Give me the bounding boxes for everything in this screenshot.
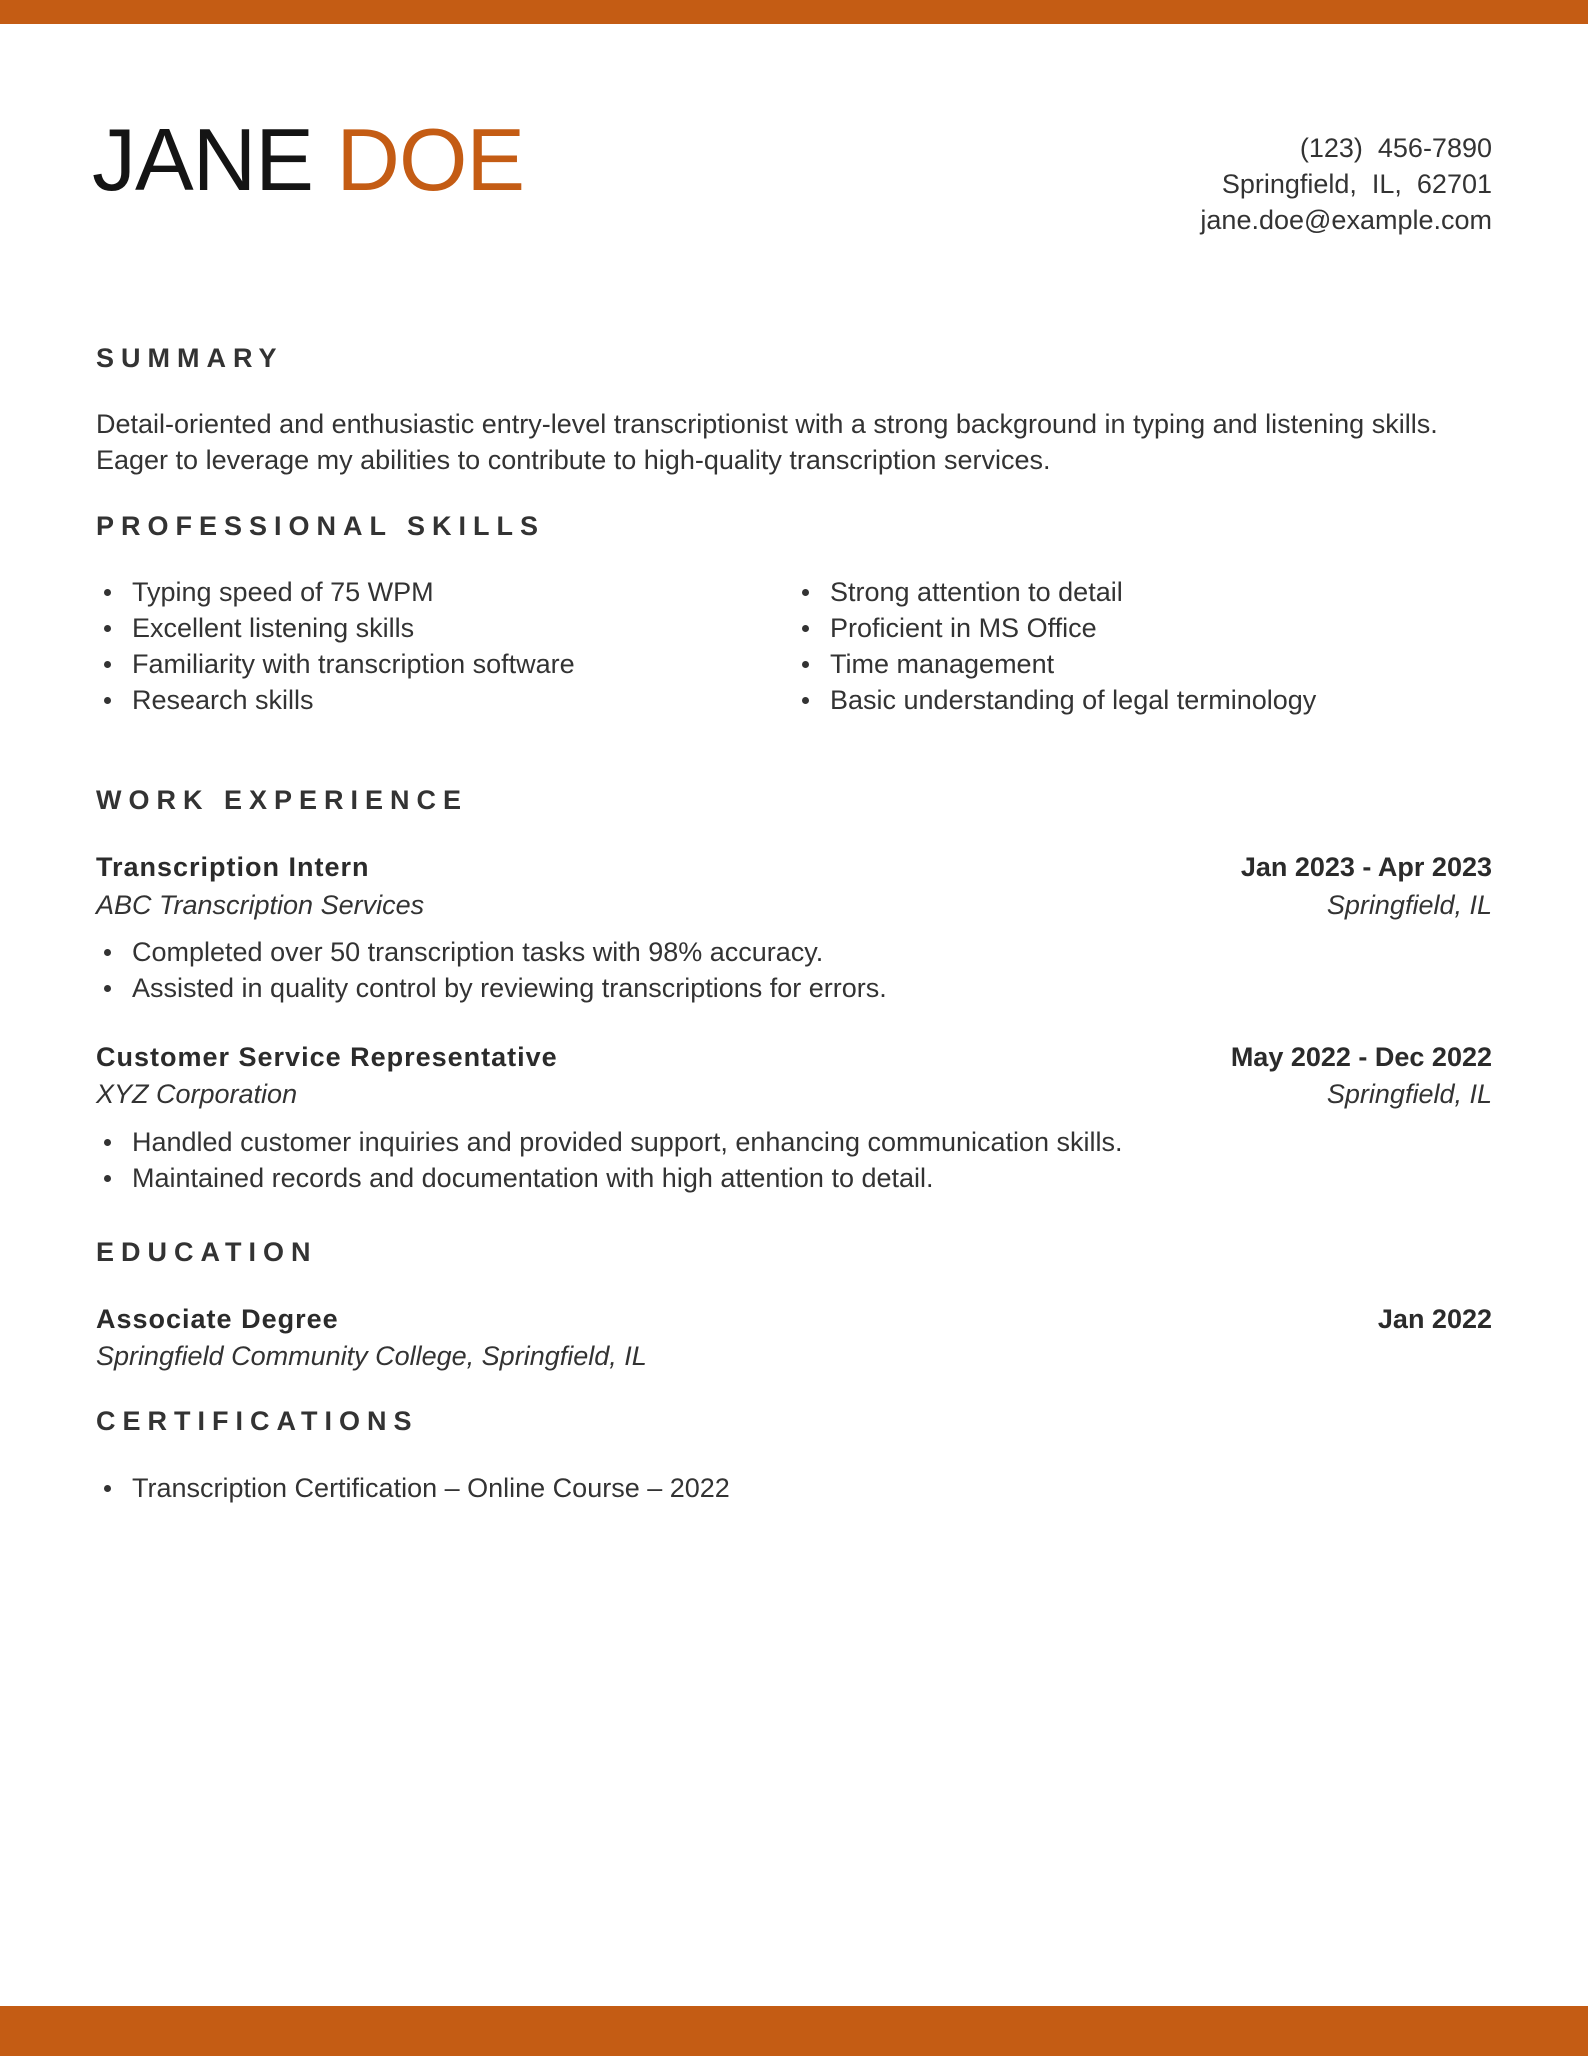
resume-header <box>92 110 1492 260</box>
job-1-role: Transcription Intern <box>96 852 370 882</box>
top-accent-bar <box>0 0 1588 24</box>
summary-title: SUMMARY <box>96 343 284 373</box>
job-2-company: XYZ Corporation <box>96 1079 298 1109</box>
skills-list-left <box>96 574 575 718</box>
list-item: Excellent listening skills <box>96 610 575 646</box>
list-item: Strong attention to detail <box>794 574 1316 610</box>
last-name: DOE <box>336 110 525 209</box>
summary-text: Detail-oriented and enthusiastic entry-level transcriptionist with a strong background in typing and listening skills. Eager to leverage my abilities to contribute to high-quality transcription services. <box>96 409 1438 475</box>
list-item: Basic understanding of legal terminology <box>794 682 1316 718</box>
school: Springfield Community College, Springfield, IL <box>96 1341 647 1371</box>
phone: (123) 456-7890 <box>1299 133 1492 163</box>
certifications-list <box>96 1470 730 1506</box>
job-1-header <box>96 849 1492 885</box>
experience-title: WORK EXPERIENCE <box>96 785 469 815</box>
candidate-name <box>92 110 524 210</box>
contact-info <box>1200 130 1492 238</box>
list-item: Assisted in quality control by reviewing transcriptions for errors. <box>96 970 887 1006</box>
first-name: JANE <box>92 110 313 209</box>
list-item: Completed over 50 transcription tasks with 98% accuracy. <box>96 934 887 970</box>
list-item: Familiarity with transcription software <box>96 646 575 682</box>
skills-title: PROFESSIONAL SKILLS <box>96 511 546 541</box>
job-2-header <box>96 1039 1492 1075</box>
job-2-dates: May 2022 - Dec 2022 <box>1230 1042 1492 1072</box>
email: jane.doe@example.com <box>1200 205 1492 235</box>
list-item: Maintained records and documentation with high attention to detail. <box>96 1160 1123 1196</box>
certifications-title: CERTIFICATIONS <box>96 1406 419 1436</box>
list-item: Time management <box>794 646 1316 682</box>
job-2-location: Springfield, IL <box>1326 1079 1492 1109</box>
job-1-location: Springfield, IL <box>1326 890 1492 920</box>
job-2-subheader <box>96 1076 1492 1112</box>
skills-list-right <box>794 574 1316 718</box>
education-subheader <box>96 1338 1492 1374</box>
job-1-bullets <box>96 934 887 1006</box>
bottom-accent-bar <box>0 2006 1588 2056</box>
education-date: Jan 2022 <box>1377 1304 1492 1334</box>
job-1-subheader <box>96 887 1492 923</box>
job-1-dates: Jan 2023 - Apr 2023 <box>1240 852 1492 882</box>
list-item: Transcription Certification – Online Course – 2022 <box>96 1470 730 1506</box>
education-title: EDUCATION <box>96 1237 318 1267</box>
list-item: Proficient in MS Office <box>794 610 1316 646</box>
list-item: Typing speed of 75 WPM <box>96 574 575 610</box>
list-item: Research skills <box>96 682 575 718</box>
degree: Associate Degree <box>96 1304 339 1334</box>
list-item: Handled customer inquiries and provided support, enhancing communication skills. <box>96 1124 1123 1160</box>
job-1-company: ABC Transcription Services <box>96 890 425 920</box>
address: Springfield, IL, 62701 <box>1221 169 1492 199</box>
education-header <box>96 1301 1492 1337</box>
job-2-role: Customer Service Representative <box>96 1042 558 1072</box>
job-2-bullets <box>96 1124 1123 1196</box>
